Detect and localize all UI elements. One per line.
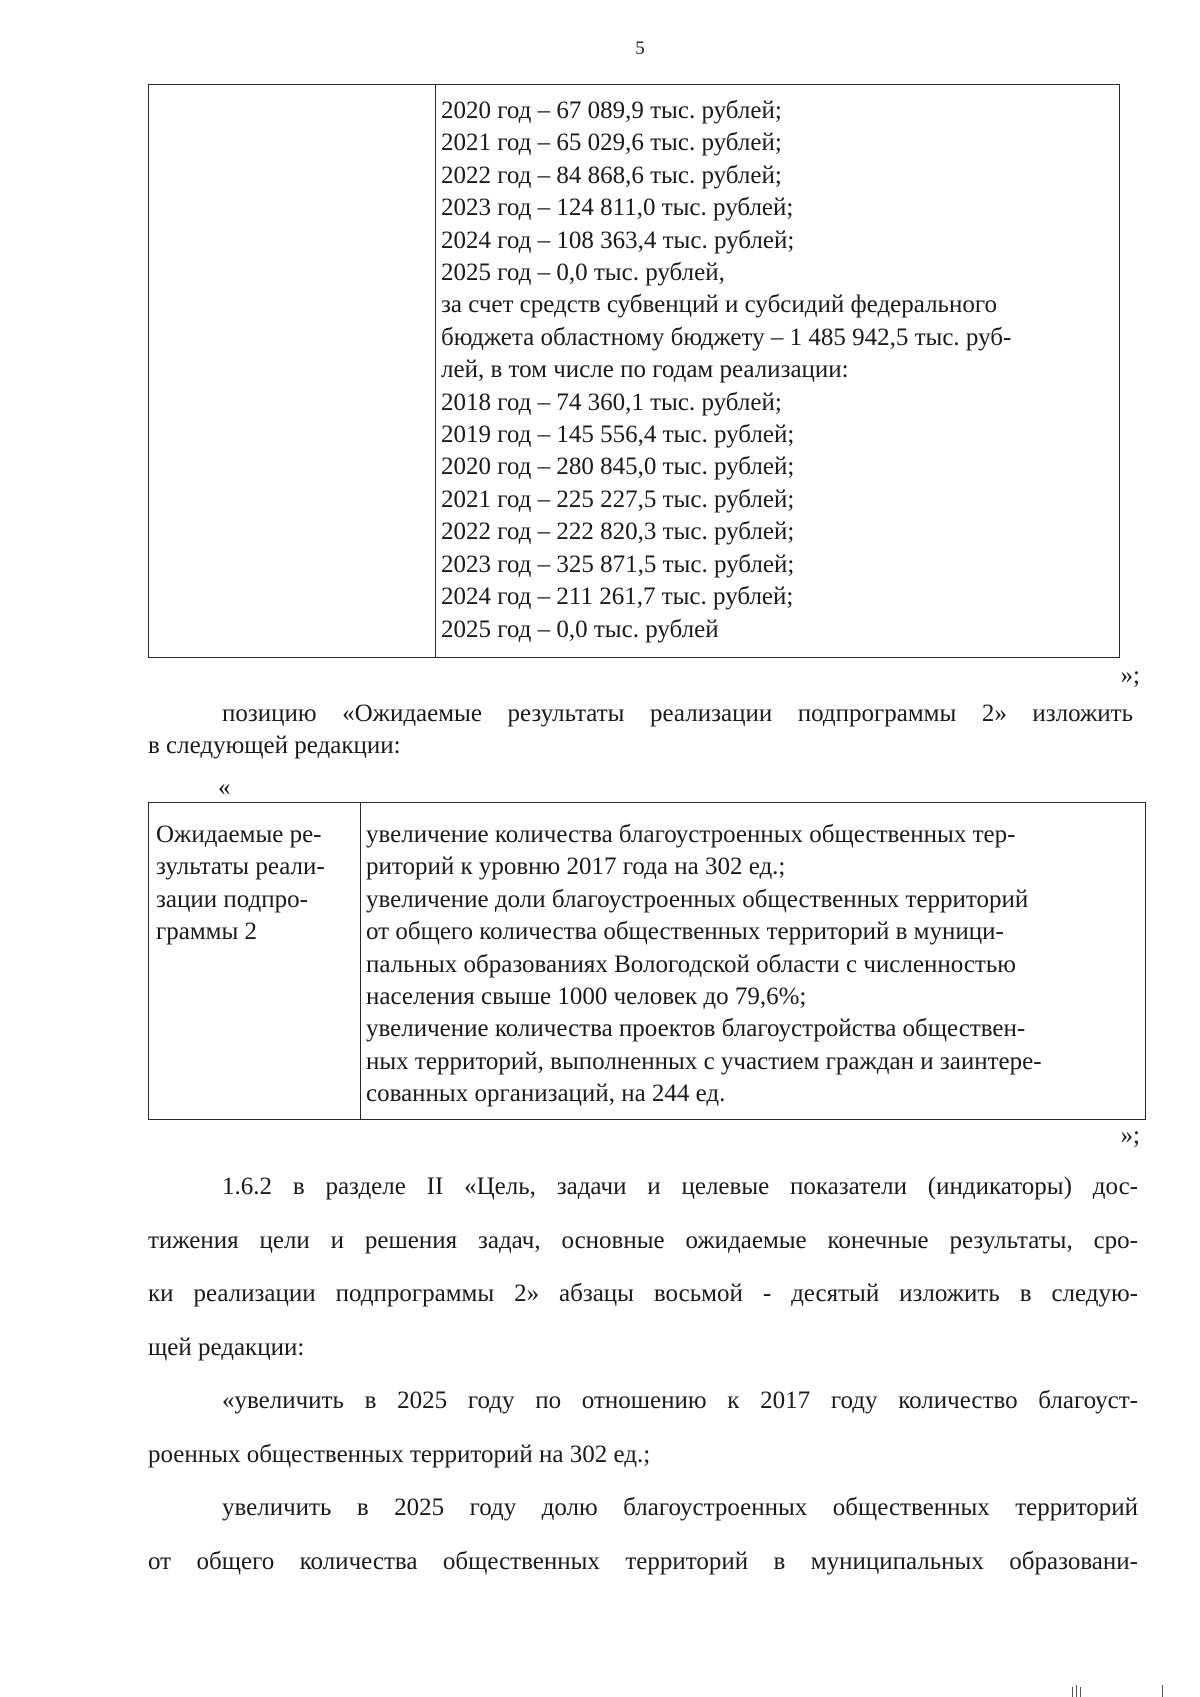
label-line: граммы 2 <box>156 918 258 946</box>
intro-line-2: в следующей редакции: <box>148 732 401 759</box>
section-line: ки реализации подпрограммы 2» абзацы восьмой - десятый изложить в следую- <box>148 1280 1138 1307</box>
expected-results-label-cell <box>156 819 356 949</box>
financing-line: 2023 год – 124 811,0 тыс. рублей; <box>441 194 794 222</box>
quote-line: «увеличить в 2025 году по отношению к 2017 году количество благоуст- <box>222 1387 1138 1414</box>
financing-line: 2020 год – 280 845,0 тыс. рублей; <box>441 453 795 481</box>
table-column-divider <box>435 85 436 657</box>
financing-line: 2025 год – 0,0 тыс. рублей, <box>441 259 725 287</box>
expected-results-value-cell <box>366 819 1139 1111</box>
result-line: сованных организаций, на 244 ед. <box>366 1080 726 1108</box>
table-column-divider <box>360 803 361 1119</box>
financing-line: 2018 год – 74 360,1 тыс. рублей; <box>441 388 782 416</box>
financing-line: 2024 год – 108 363,4 тыс. рублей; <box>441 226 795 254</box>
label-line: Ожидаемые ре- <box>156 821 322 848</box>
closing-quote-1: »; <box>1120 662 1140 689</box>
quote-paragraph-1 <box>148 1374 1138 1481</box>
financing-line: 2022 год – 84 868,6 тыс. рублей; <box>441 161 782 189</box>
section-paragraph <box>148 1160 1138 1374</box>
financing-line: 2023 год – 325 871,5 тыс. рублей; <box>441 550 795 578</box>
financing-line: 2020 год – 67 089,9 тыс. рублей; <box>441 97 782 124</box>
financing-table-right-cell <box>441 95 1111 646</box>
financing-table <box>148 84 1120 658</box>
quote-line: роенных общественных территорий на 302 ед.; <box>148 1440 651 1468</box>
label-line: зультаты реали- <box>156 853 325 881</box>
intro-line-1: позицию «Ожидаемые результаты реализации подпрограммы 2» изложить <box>222 700 1133 727</box>
section-line: 1.6.2 в разделе II «Цель, задачи и целевые показатели (индикаторы) дос- <box>222 1173 1138 1200</box>
result-line: ных территорий, выполненных с участием граждан и заинтере- <box>366 1047 1042 1075</box>
result-line: увеличение количества благоустроенных общественных тер- <box>366 821 1016 848</box>
label-line: зации подпро- <box>156 885 308 913</box>
page-number: 5 <box>635 38 645 59</box>
result-line: риторий к уровню 2017 года на 302 ед.; <box>366 853 786 881</box>
result-line: пальных образованиях Вологодской области с численностью <box>366 950 1016 978</box>
closing-quote-2: »; <box>1120 1122 1140 1149</box>
opening-quote: « <box>218 774 231 801</box>
result-line: от общего количества общественных территорий в муници- <box>366 918 1004 946</box>
section-line: щей редакции: <box>148 1333 305 1361</box>
expected-results-table <box>148 802 1146 1120</box>
financing-line: 2024 год – 211 261,7 тыс. рублей; <box>441 583 794 611</box>
financing-line: 2022 год – 222 820,3 тыс. рублей; <box>441 518 795 546</box>
financing-line: бюджета областному бюджету – 1 485 942,5 тыс. руб- <box>441 323 1012 351</box>
intro-paragraph <box>148 698 1133 762</box>
section-line: тижения цели и решения задач, основные ожидаемые конечные результаты, сро- <box>148 1226 1138 1254</box>
result-line: населения свыше 1000 человек до 79,6%; <box>366 983 807 1011</box>
financing-line: 2019 год – 145 556,4 тыс. рублей; <box>441 421 795 449</box>
financing-line: за счет средств субвенций и субсидий федерального <box>441 291 997 319</box>
result-line: увеличение количества проектов благоустройства обществен- <box>366 1015 1026 1043</box>
quote-line: увеличить в 2025 году долю благоустроенных общественных территорий <box>222 1494 1138 1521</box>
quote-paragraph-2 <box>148 1481 1138 1588</box>
scan-artifact-marks <box>1062 1683 1182 1697</box>
financing-line: 2021 год – 65 029,6 тыс. рублей; <box>441 129 782 157</box>
quote-line: от общего количества общественных территорий в муниципальных образовани- <box>148 1547 1138 1575</box>
financing-line: 2021 год – 225 227,5 тыс. рублей; <box>441 485 795 513</box>
financing-line: 2025 год – 0,0 тыс. рублей <box>441 615 719 643</box>
result-line: увеличение доли благоустроенных общественных территорий <box>366 885 1029 913</box>
financing-line: лей, в том числе по годам реализации: <box>441 356 849 384</box>
